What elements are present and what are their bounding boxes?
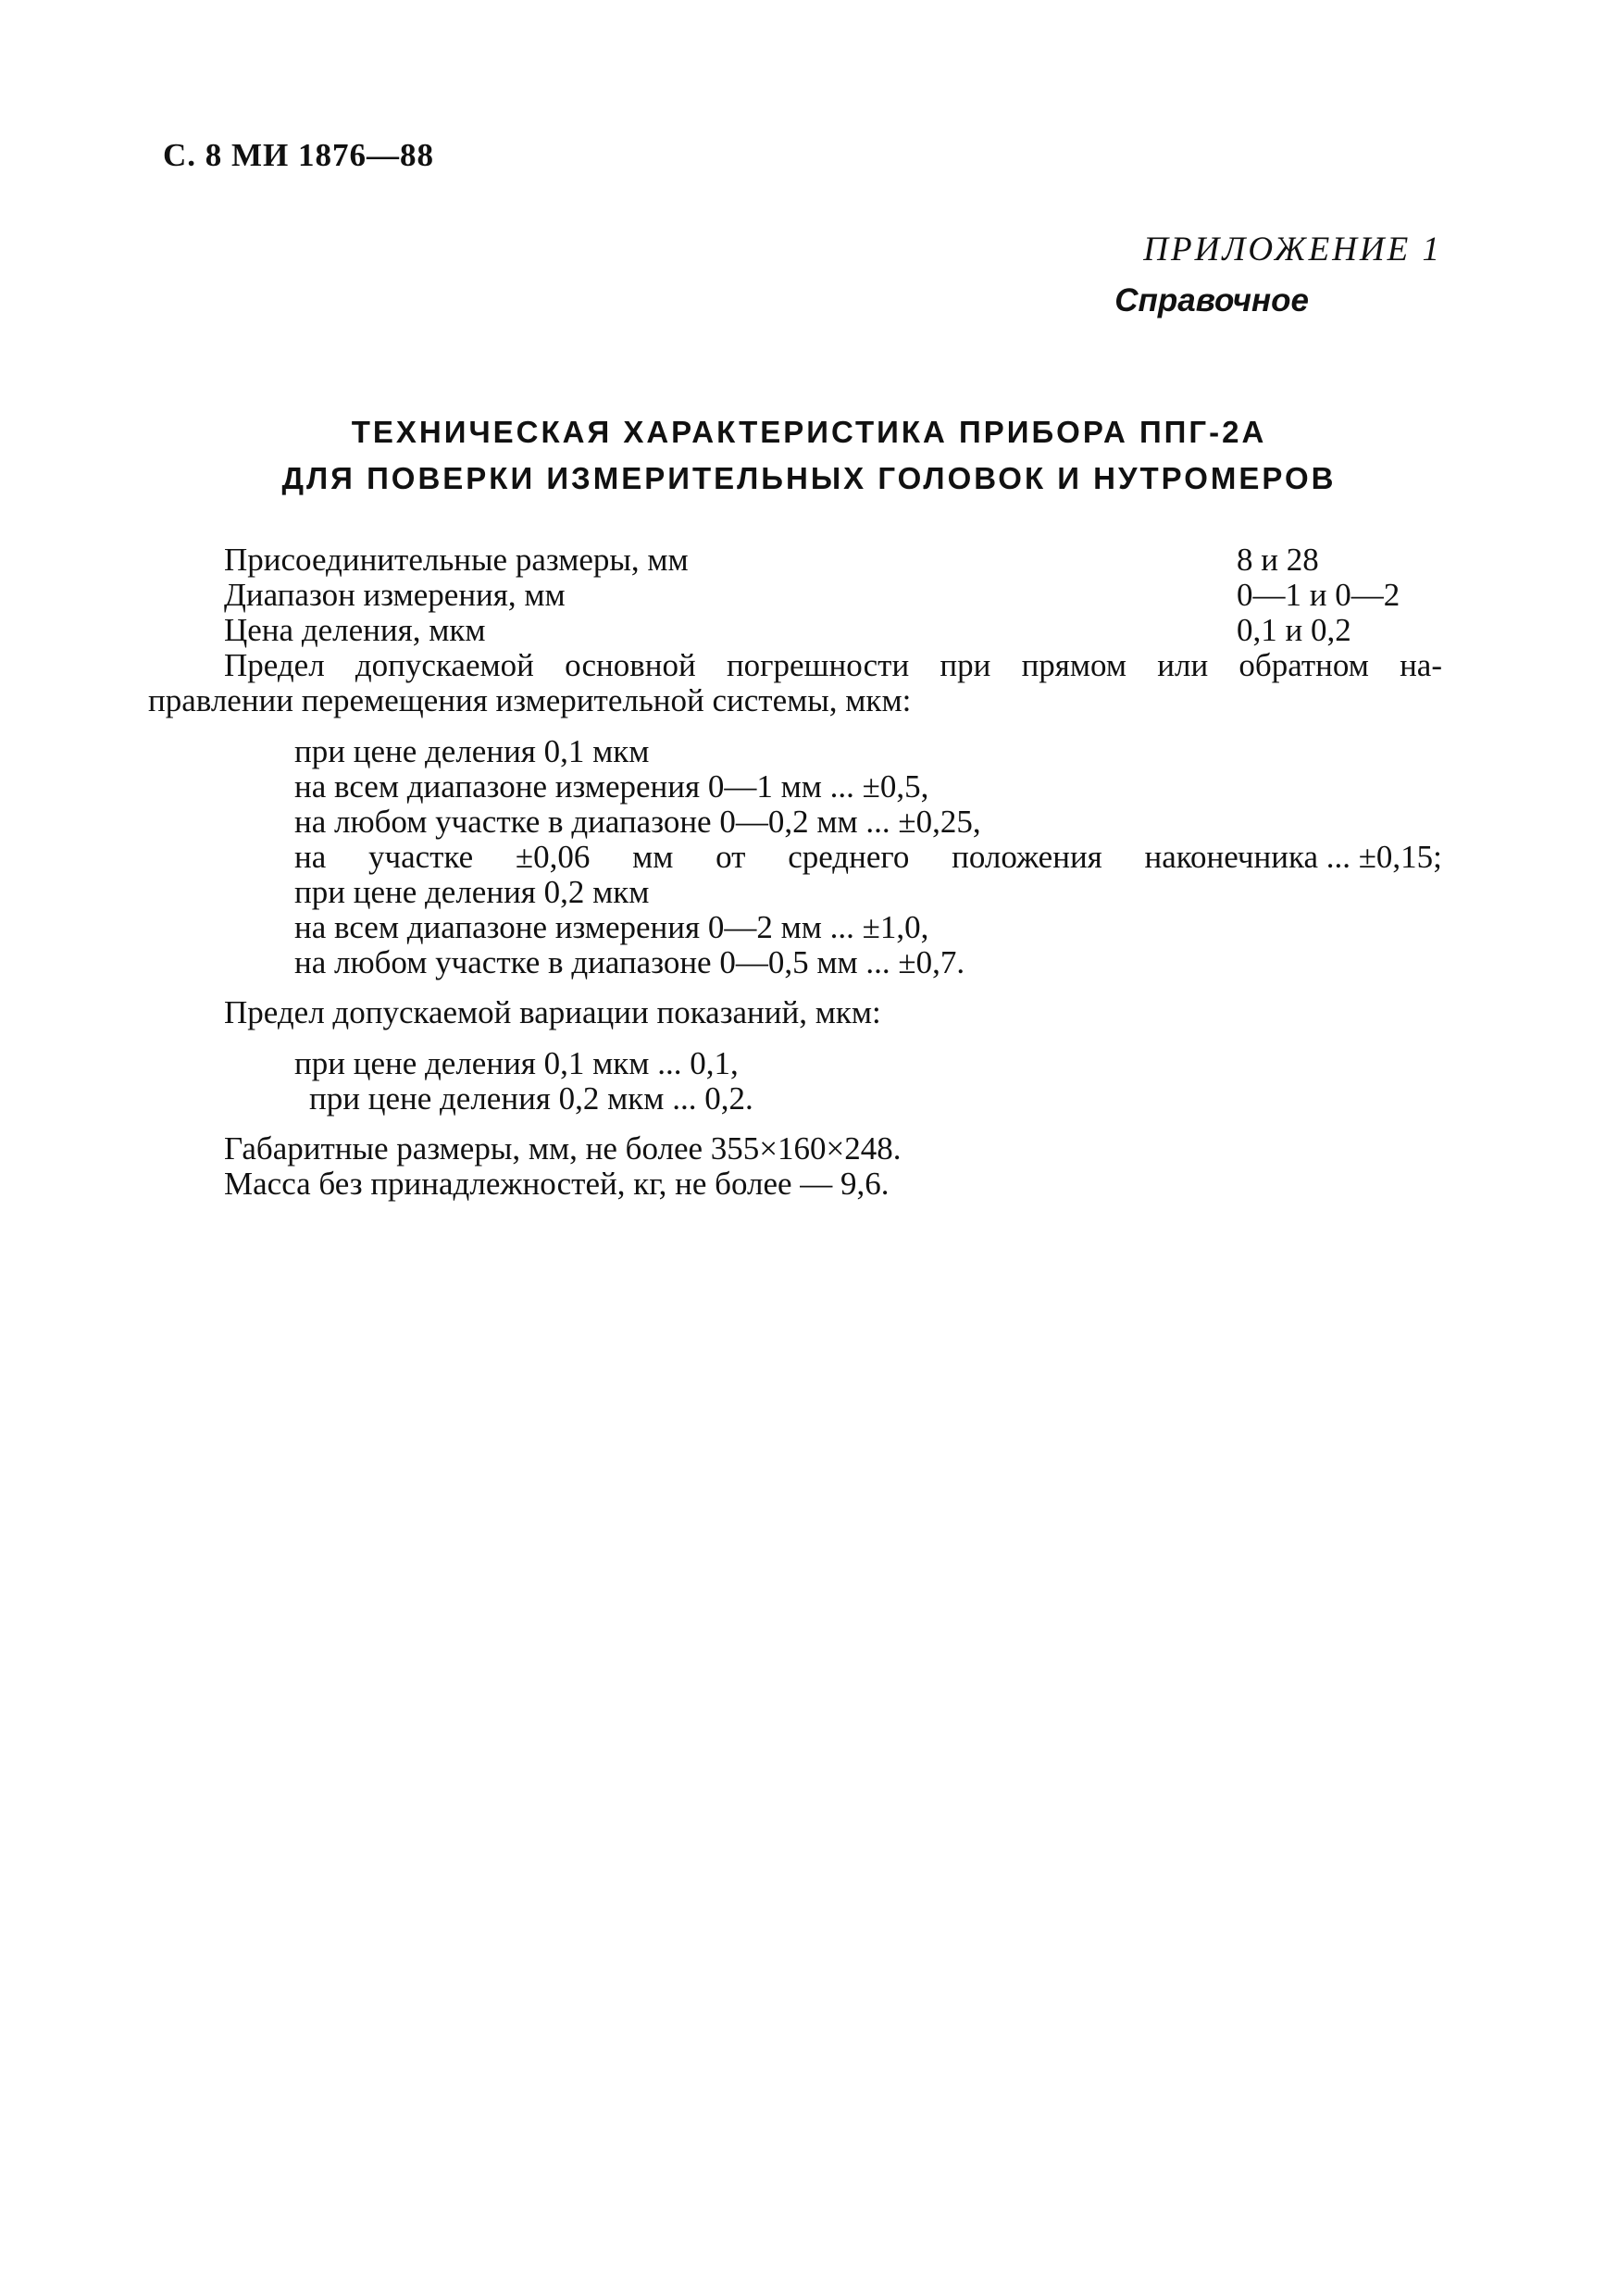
group2-item-any-section: на любом участке в диапазоне 0—0,5 мм ... ±0,7.	[294, 944, 965, 980]
word: наконечника ... ±0,15;	[1144, 839, 1442, 875]
group1-item-full-range: на всем диапазоне измерения 0—1 мм ... ±0,5,	[294, 768, 929, 805]
spec-value-range: 0—1 и 0—2	[1237, 577, 1400, 613]
variation-item-0-1: при цене деления 0,1 мкм ... 0,1,	[294, 1045, 739, 1081]
word: среднего	[788, 839, 910, 875]
group2-title: при цене деления 0,2 мкм	[294, 874, 650, 910]
spec-value-connection: 8 и 28	[1237, 542, 1319, 578]
mass: Масса без принадлежностей, кг, не более — 9,6.	[224, 1166, 890, 1202]
group1-title: при цене деления 0,1 мкм	[294, 733, 650, 769]
variation-item-0-2: при цене деления 0,2 мкм ... 0,2.	[309, 1080, 753, 1117]
word: от	[716, 839, 746, 875]
annex-type: Справочное	[1114, 282, 1309, 318]
error-limit-intro-line-2: правлении перемещения измерительной системы, мкм:	[148, 682, 912, 718]
page-reference: С. 8 МИ 1876—88	[163, 137, 435, 173]
document-title-line-1: ТЕХНИЧЕСКАЯ ХАРАКТЕРИСТИКА ПРИБОРА ППГ-2А	[351, 415, 1267, 449]
error-limit-intro-line-1: Предел допускаемой основной погрешности при прямом или обратном на-	[224, 647, 1442, 683]
word: мм	[632, 839, 674, 875]
variation-intro: Предел допускаемой вариации показаний, мкм:	[224, 994, 881, 1030]
spec-label-division: Цена деления, мкм	[224, 612, 486, 648]
word: положения	[952, 839, 1102, 875]
group1-item-middle-position	[294, 840, 1442, 875]
document-title-line-2: ДЛЯ ПОВЕРКИ ИЗМЕРИТЕЛЬНЫХ ГОЛОВОК И НУТРОМЕРОВ	[281, 461, 1337, 495]
overall-dimensions: Габаритные размеры, мм, не более 355×160×248.	[224, 1130, 902, 1167]
spec-label-connection: Присоединительные размеры, мм	[224, 542, 689, 578]
word: участке	[368, 839, 474, 875]
group1-item-any-section: на любом участке в диапазоне 0—0,2 мм ... ±0,25,	[294, 804, 981, 840]
annex-label: ПРИЛОЖЕНИЕ 1	[1143, 231, 1442, 268]
word: ±0,06	[515, 839, 591, 875]
group2-item-full-range: на всем диапазоне измерения 0—2 мм ... ±1,0,	[294, 909, 929, 945]
word: на	[294, 839, 327, 875]
spec-value-division: 0,1 и 0,2	[1237, 612, 1351, 648]
spec-label-range: Диапазон измерения, мм	[224, 577, 566, 613]
